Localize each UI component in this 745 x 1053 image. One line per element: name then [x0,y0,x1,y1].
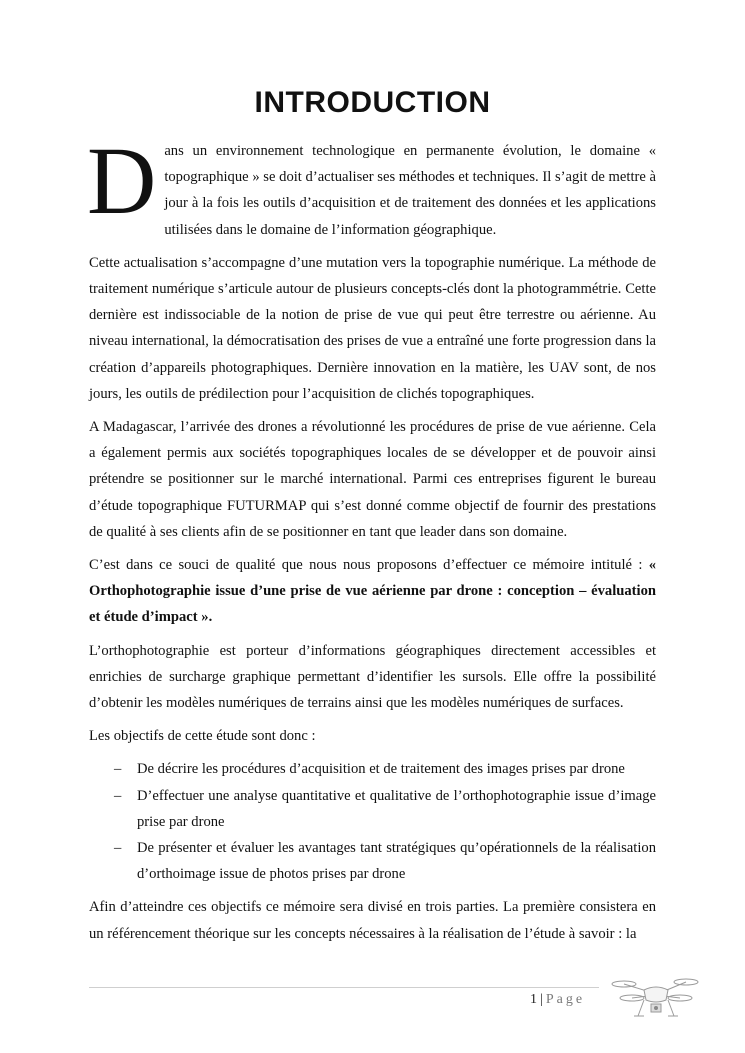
objective-text: D’effectuer une analyse quantitative et qualitative de l’orthophotographie issue d’image prise par drone [137,787,656,830]
bullet-dash: – [114,840,122,857]
objective-item [114,756,656,782]
footer-divider [89,987,599,988]
drone-icon [610,968,700,1028]
page-label: Page [545,992,586,1007]
objective-text: De présenter et évaluer les avantages tant stratégiques qu’opérationnels de la réalisation d’orthoimage issue de photos prises par drone [137,840,656,883]
paragraph-objectives-intro: Les objectifs de cette étude sont donc : [89,728,316,745]
objectives-list [89,756,656,887]
paragraph-madagascar: A Madagascar, l’arrivée des drones a révolutionné les procédures de prise de vue aérienne. Cela a également permis aux sociétés topographiques locales de se développer et de pouvoir ainsi prétendre se positionner sur le marché international. Parmi ces entreprises figurent le bureau d’étude topographique FUTURMAP qui s’est donné comme objectif de fournir des prestations de qualité à ses clients afin de se positionner en tant que leader dans son domaine. [89,419,656,540]
page-number-value: 1 [530,992,537,1007]
body-content [87,127,656,954]
objective-text: De décrire les procédures d’acquisition et de traitement des images prises par drone [137,761,625,778]
objective-item [114,783,656,835]
paragraph-intro [87,127,656,243]
paragraph-structure: Afin d’atteindre ces objectifs ce mémoire sera divisé en trois parties. La première consistera en un référencement théorique sur les concepts nécessaires à la réalisation de l’étude à savoir : la [89,899,656,942]
thesis-title: « Orthophotographie issue d’une prise de vue aérienne par drone : conception – évaluation et étude d’impact ». [89,557,656,626]
thesis-intro-text: C’est dans ce souci de qualité que nous nous proposons d’effectuer ce mémoire intitulé : [89,557,649,574]
bullet-dash: – [114,761,122,778]
bullet-dash: – [114,787,122,804]
drop-cap: D [87,127,157,234]
paragraph-orthophotography: L’orthophotographie est porteur d’informations géographiques directement accessibles et enrichies de surcharge graphique permettant d’identifier les sursols. Elle offre la possibilité d’obtenir les modèles numériques de terrains ainsi que les modèles numériques de surfaces. [89,642,656,712]
page-title: INTRODUCTION [254,86,491,119]
page-number-separator: | [540,992,543,1007]
paragraph-thesis-title [89,552,656,631]
objective-item [114,835,656,887]
paragraph-intro-text: ans un environnement technologique en permanente évolution, le domaine « topographique » se doit d’actualiser ses méthodes et techniques. Il s’agit de mettre à jour à la fois les outils d’acquisition et de traitement des données et les applications utilisées dans le domaine de l’information géographique. [164,143,656,238]
paragraph-digital-topography: Cette actualisation s’accompagne d’une mutation vers la topographie numérique. La méthode de traitement numérique s’articule autour de plusieurs concepts-clés dont la photogrammétrie. Cette dernière est indissociable de la notion de prise de vue qui peut être terrestre ou aérienne. Au niveau international, la démocratisation des prises de vue a entraîné une forte progression dans la création d’appareils photographiques. Dernière innovation en la matière, les UAV sont, de nos jours, les outils de prédilection pour l’acquisition de clichés topographiques. [89,254,656,402]
page-number [530,992,585,1008]
